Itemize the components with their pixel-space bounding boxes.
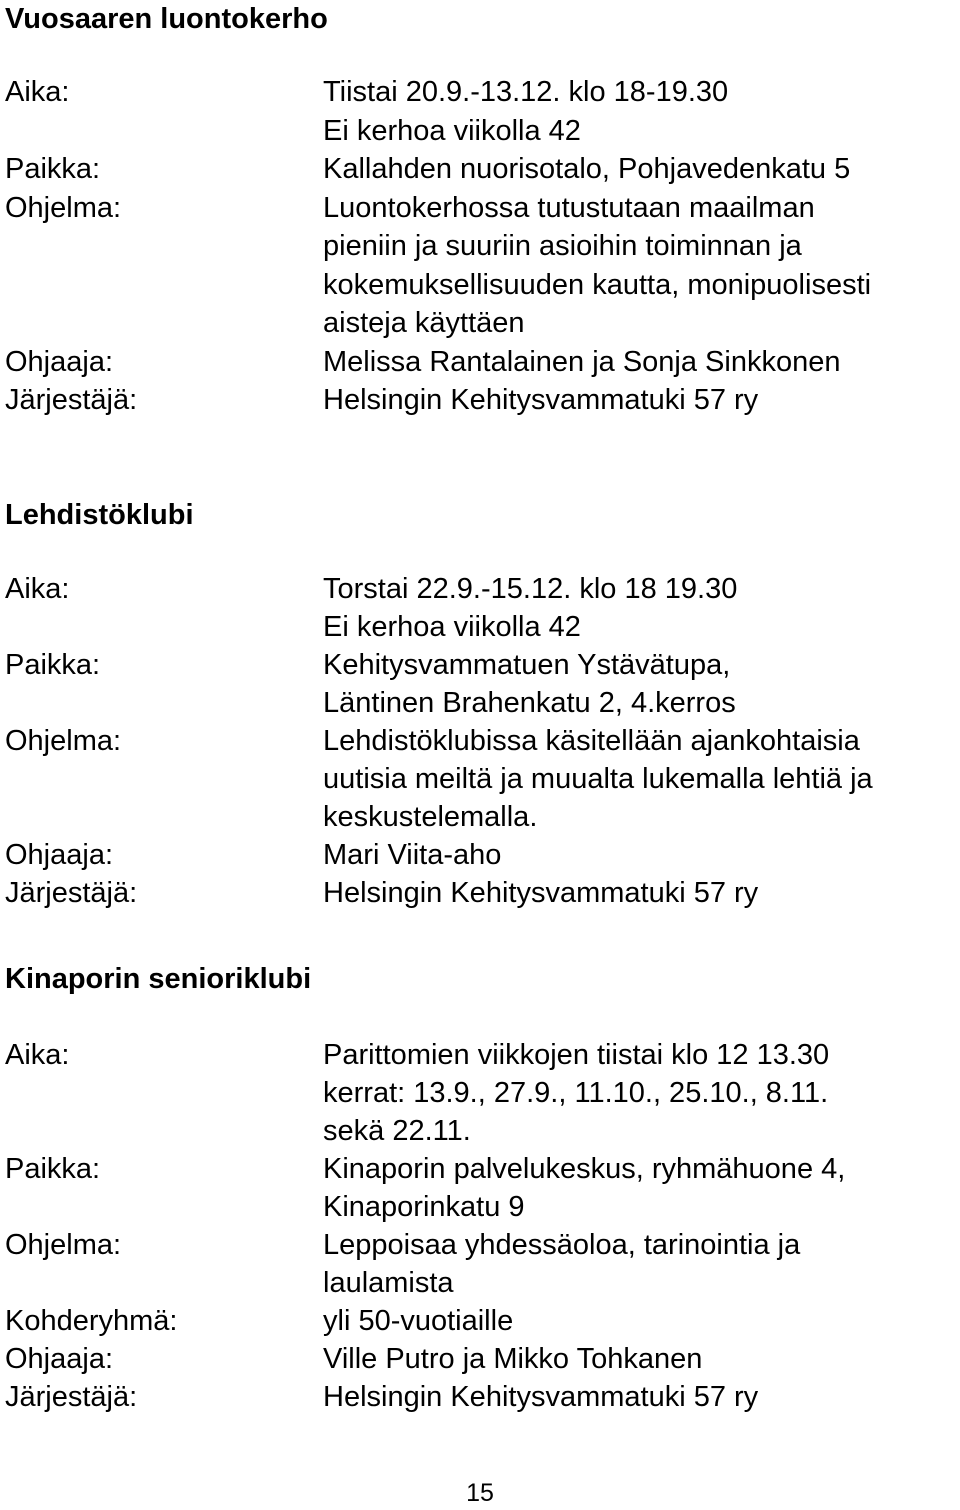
value-line: keskustelemalla. (323, 801, 538, 833)
row-value (323, 1036, 955, 1150)
info-row-paikka (5, 150, 955, 189)
row-label: Paikka: (5, 153, 101, 185)
value-line: aisteja käyttäen (323, 307, 525, 339)
row-label: Aika: (5, 1039, 70, 1071)
section-kinaporin-senioriklubi (5, 960, 955, 1416)
row-label: Ohjelma: (5, 1229, 122, 1261)
value-line: pieniin ja suuriin asioihin toiminnan ja (323, 230, 802, 262)
row-value (323, 189, 955, 343)
info-row-ohjelma (5, 189, 955, 343)
section-title: Kinaporin senioriklubi (5, 963, 312, 995)
value-line: Lehdistöklubissa käsitellään ajankohtaisia (323, 725, 860, 757)
page-number: 15 (466, 1479, 494, 1507)
row-label: Paikka: (5, 1153, 101, 1185)
row-value (323, 73, 955, 150)
section-title: Vuosaaren luontokerho (5, 3, 328, 35)
value-line: Parittomien viikkojen tiistai klo 12 13.30 (323, 1039, 830, 1071)
info-row-ohjelma (5, 1226, 955, 1302)
info-row-aika (5, 1036, 955, 1150)
row-label: Ohjaaja: (5, 345, 114, 378)
row-label: Paikka: (5, 649, 101, 681)
value-line: laulamista (323, 1267, 454, 1299)
row-value (323, 646, 955, 722)
value-line: sekä 22.11. (323, 1115, 471, 1147)
info-row-ohjaaja (5, 1340, 955, 1378)
info-row-kohderyhma (5, 1302, 955, 1340)
row-value (323, 1340, 955, 1378)
info-row-jarjestaja (5, 874, 955, 912)
info-row-paikka (5, 646, 955, 722)
value-line: Kinaporinkatu 9 (323, 1191, 525, 1223)
value-line: Ville Putro ja Mikko Tohkanen (323, 1343, 703, 1375)
row-value (323, 1150, 955, 1226)
info-row-ohjelma (5, 722, 955, 836)
value-line: Kehitysvammatuen Ystävätupa, (323, 649, 731, 681)
section-lehdistoklubi (5, 496, 955, 912)
section-title: Lehdistöklubi (5, 499, 194, 531)
row-label: Järjestäjä: (5, 877, 138, 909)
row-value (323, 1226, 955, 1302)
row-label: Aika: (5, 76, 70, 108)
row-label: Järjestäjä: (5, 1381, 138, 1413)
row-value (323, 874, 955, 912)
row-value (323, 1378, 955, 1416)
info-row-jarjestaja (5, 381, 955, 420)
info-row-jarjestaja (5, 1378, 955, 1416)
value-line: Luontokerhossa tutustutaan maailman (323, 191, 815, 224)
row-value (323, 343, 955, 382)
row-value (323, 722, 955, 836)
row-label: Ohjaaja: (5, 839, 114, 871)
row-value (323, 381, 955, 420)
value-line: Ei kerhoa viikolla 42 (323, 114, 581, 147)
value-line: uutisia meiltä ja muualta lukemalla lehtiä ja (323, 763, 873, 795)
row-value (323, 1302, 955, 1340)
value-line: kerrat: 13.9., 27.9., 11.10., 25.10., 8.11. (323, 1077, 829, 1109)
value-line: kokemuksellisuuden kautta, monipuolisesti (323, 268, 872, 301)
info-row-aika (5, 73, 955, 150)
info-row-paikka (5, 1150, 955, 1226)
value-line: Helsingin Kehitysvammatuki 57 ry (323, 877, 759, 909)
row-label: Ohjelma: (5, 725, 122, 757)
value-line: Helsingin Kehitysvammatuki 57 ry (323, 1381, 759, 1413)
section-vuosaaren-luontokerho (5, 0, 955, 420)
value-line: Läntinen Brahenkatu 2, 4.kerros (323, 687, 736, 719)
value-line: Tiistai 20.9.-13.12. klo 18-19.30 (323, 76, 729, 108)
value-line: Helsingin Kehitysvammatuki 57 ry (323, 384, 759, 416)
value-line: Ei kerhoa viikolla 42 (323, 611, 581, 643)
value-line: yli 50-vuotiaille (323, 1305, 514, 1337)
row-value (323, 570, 955, 646)
value-line: Melissa Rantalainen ja Sonja Sinkkonen (323, 345, 841, 378)
row-label: Ohjaaja: (5, 1343, 114, 1375)
value-line: Kallahden nuorisotalo, Pohjavedenkatu 5 (323, 153, 851, 185)
row-label: Järjestäjä: (5, 384, 138, 416)
row-label: Ohjelma: (5, 191, 122, 224)
info-row-ohjaaja (5, 343, 955, 382)
value-line: Torstai 22.9.-15.12. klo 18 19.30 (323, 573, 738, 605)
value-line: Leppoisaa yhdessäoloa, tarinointia ja (323, 1229, 801, 1261)
info-row-ohjaaja (5, 836, 955, 874)
info-row-aika (5, 570, 955, 646)
row-value (323, 836, 955, 874)
value-line: Mari Viita-aho (323, 839, 502, 871)
value-line: Kinaporin palvelukeskus, ryhmähuone 4, (323, 1153, 846, 1185)
row-label: Kohderyhmä: (5, 1305, 178, 1337)
row-value (323, 150, 955, 189)
row-label: Aika: (5, 573, 70, 605)
